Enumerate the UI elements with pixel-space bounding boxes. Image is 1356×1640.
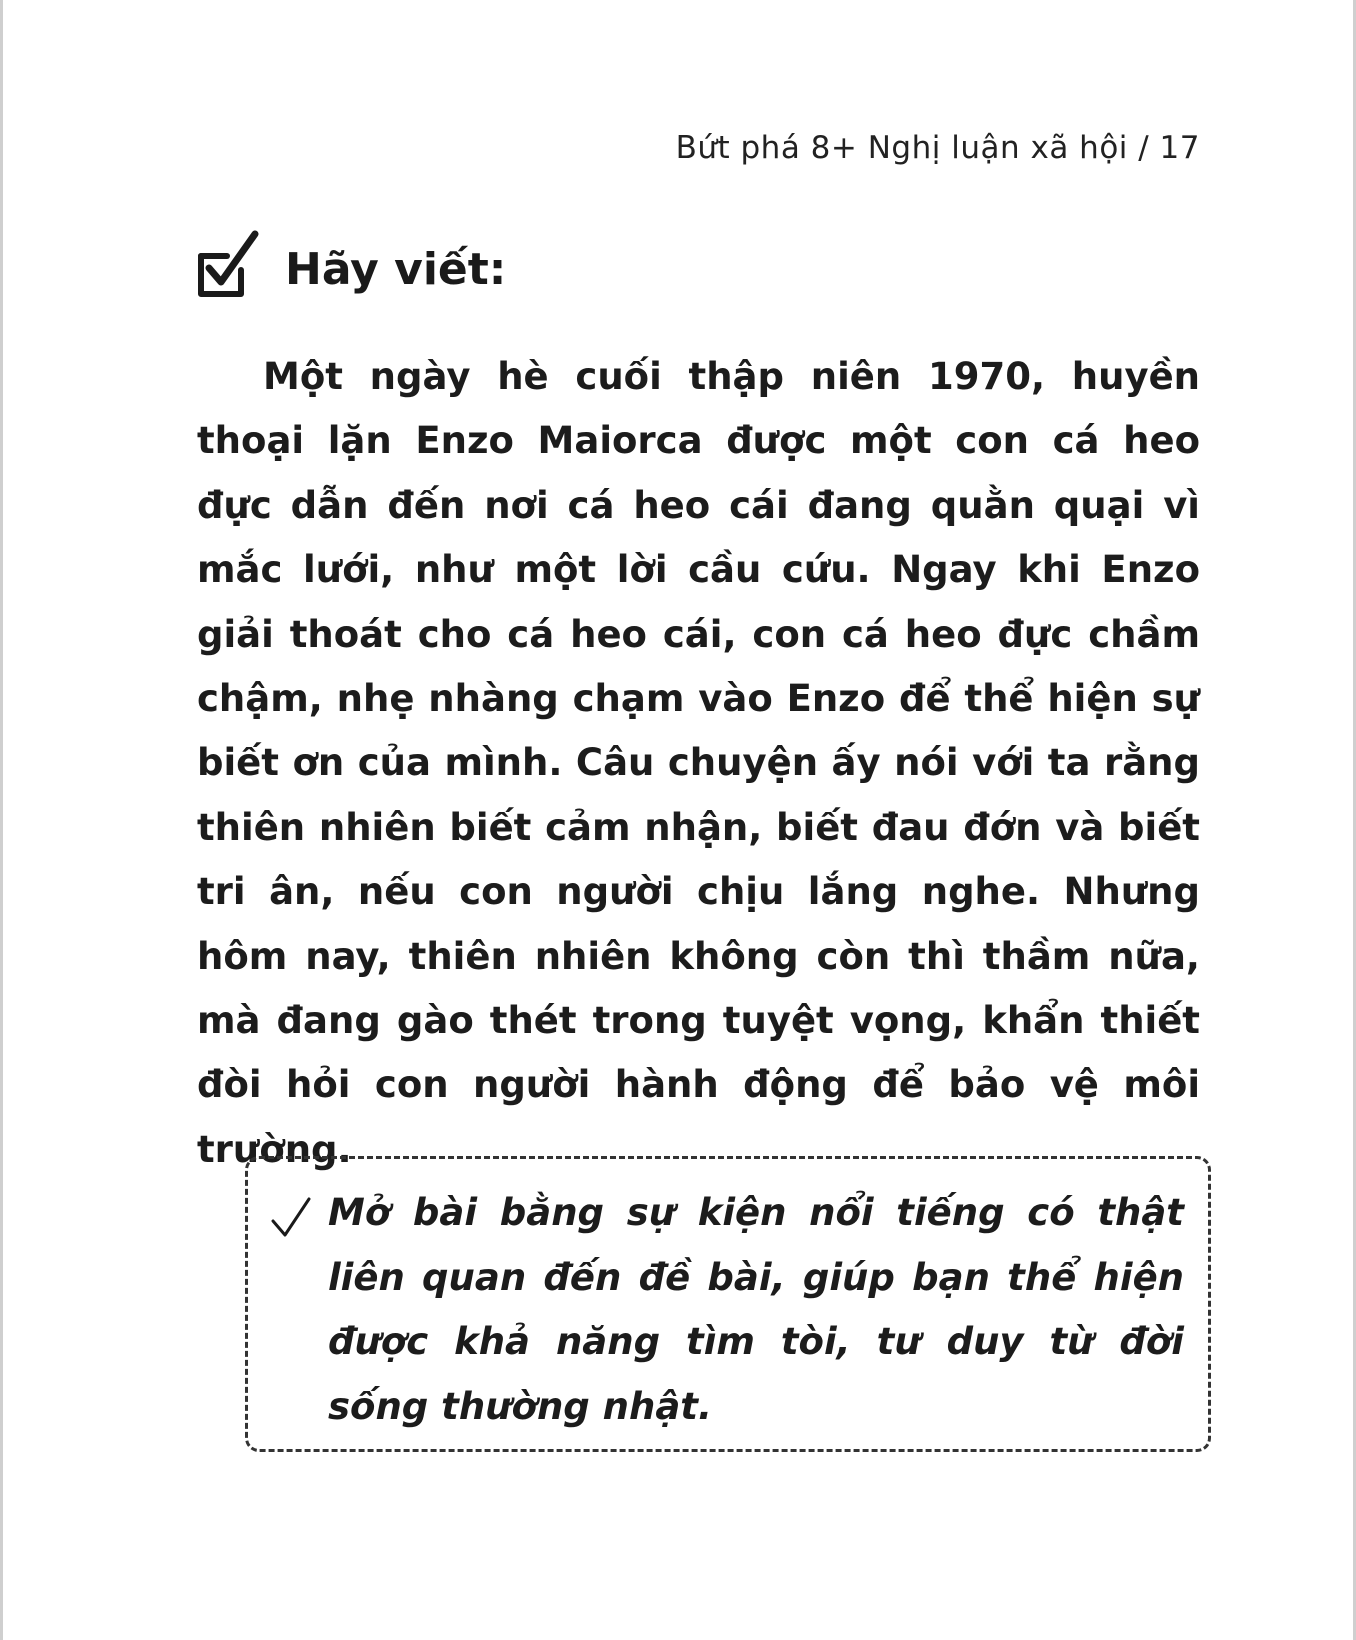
tip-text: Mở bài bằng sự kiện nổi tiếng có thật liên quan đến đề bài, giúp bạn thể hiện được khả năng tìm tòi, tư duy từ đời sống thường nhật. [328,1191,1184,1428]
body-paragraph: Một ngày hè cuối thập niên 1970, huyền thoại lặn Enzo Maiorca được một con cá heo đực dẫn đến nơi cá heo cái đang quằn quại vì mắc lưới, như một lời cầu cứu. Ngay khi Enzo giải thoát cho cá heo cái, con cá heo đực chầm chậm, nhẹ nhàng chạm vào Enzo để thể hiện sự biết ơn của mình. Câu chuyện ấy nói với ta rằng thiên nhiên biết cảm nhận, biết đau đớn và biết tri ân, nếu con người chịu lắng nghe. Nhưng hôm nay, thiên nhiên không còn thì thầm nữa, mà đang gào thét trong tuyệt vọng, khẩn thiết đòi hỏi con người hành động để bảo vệ môi trường. [197,355,1200,1171]
tip-box [245,1156,1211,1452]
section-title: Hãy viết: [285,243,507,295]
check-mark-icon [270,1195,312,1241]
page-edge-left [0,0,3,1640]
running-header: Bứt phá 8+ Nghị luận xã hội / 17 [675,130,1200,166]
section-heading [197,230,506,302]
checkbox-check-icon [197,230,265,302]
